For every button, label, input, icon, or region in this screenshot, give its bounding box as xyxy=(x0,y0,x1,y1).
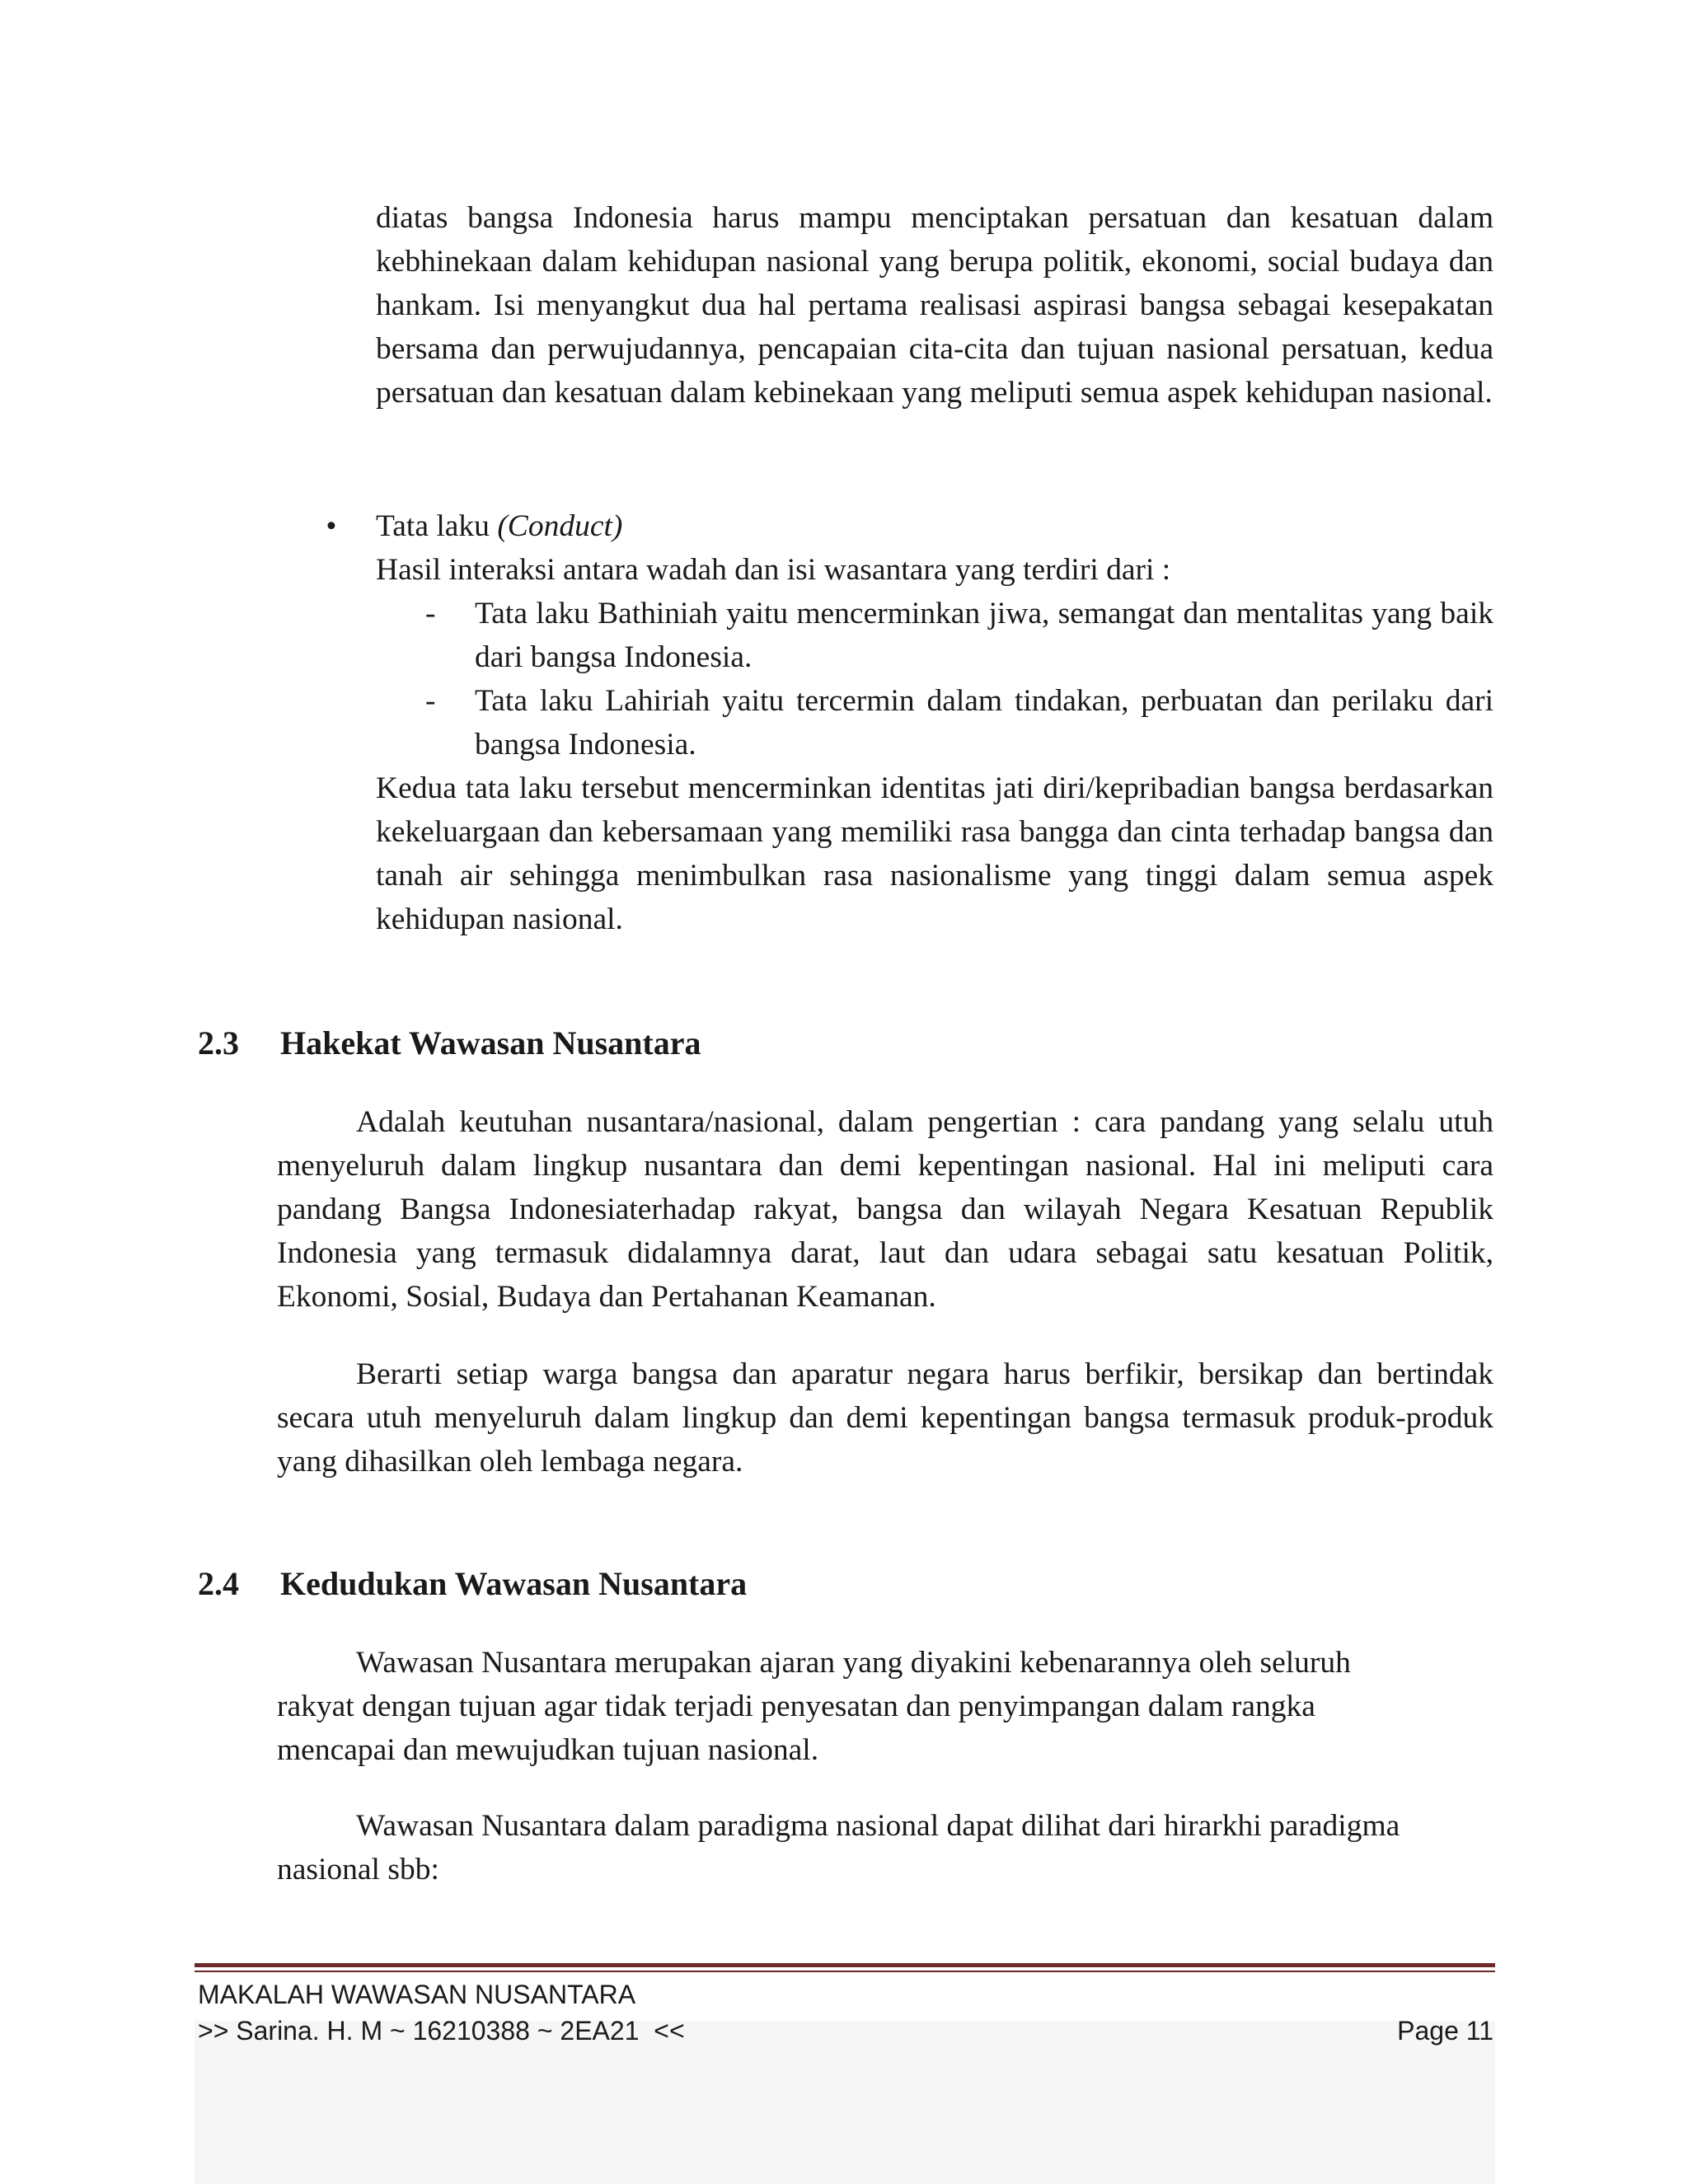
section-heading-2-4: 2.4 Kedudukan Wawasan Nusantara xyxy=(198,1565,748,1602)
page-number: Page 11 xyxy=(1397,2016,1493,2046)
bullet-icon: • xyxy=(326,509,337,543)
list-item-lahiriah: Tata laku Lahiriah yaitu tercermin dalam tindakan, perbuatan dan perilaku dari bangsa Indonesia. xyxy=(475,684,1493,762)
section-2-3-paragraph-2: Berarti setiap warga bangsa dan aparatur negara harus berfikir, bersikap dan bertindak secara utuh menyeluruh dalam lingkup dan demi kepentingan bangsa termasuk produk-produk yang dihasilkan oleh lembaga negara. xyxy=(277,1357,1493,1479)
section-heading-2-3: 2.3 Hakekat Wawasan Nusantara xyxy=(198,1024,701,1062)
tata-laku-intro: Hasil interaksi antara wadah dan isi wasantara yang terdiri dari : xyxy=(376,553,1171,587)
tata-laku-title: Tata laku xyxy=(376,509,490,543)
footer-rule-thin xyxy=(195,1971,1495,1972)
dash-marker-2: - xyxy=(425,684,436,718)
section-2-3-paragraph-1: Adalah keutuhan nusantara/nasional, dalam pengertian : cara pandang yang selalu utuh menyeluruh dalam lingkup nusantara dan demi kepentingan nasional. Hal ini meliputi cara pandang Bangsa Indonesiaterhadap rakyat, bangsa dan wilayah Negara Kesatuan Republik Indonesia yang termasuk didalamnya darat, laut dan udara sebagai satu kesatuan Politik, Ekonomi, Sosial, Budaya dan Pertahanan Keamanan. xyxy=(277,1105,1493,1314)
footer-title: MAKALAH WAWASAN NUSANTARA xyxy=(198,1980,636,2009)
intro-paragraph: diatas bangsa Indonesia harus mampu menciptakan persatuan dan kesatuan dalam kebhinekaan dalam kehidupan nasional yang berupa politik, ekonomi, social budaya dan hankam. Isi menyangkut dua hal pertama realisasi aspirasi bangsa sebagai kesepakatan bersama dan perwujudannya, pencapaian cita-cita dan tujuan nasional persatuan, kedua persatuan dan kesatuan dalam kebinekaan yang meliputi semua aspek kehidupan nasional. xyxy=(376,201,1493,410)
section-2-4-paragraph-1: Wawasan Nusantara merupakan ajaran yang diyakini kebenarannya oleh seluruh rakyat dengan tujuan agar tidak terjadi penyesatan dan penyimpangan dalam rangka mencapai dan mewujudkan tujuan nasional. xyxy=(277,1646,1351,1767)
tata-laku-closing: Kedua tata laku tersebut mencerminkan identitas jati diri/kepribadian bangsa berdasarkan kekeluargaan dan kebersamaan yang memiliki rasa bangga dan cinta terhadap bangsa dan tanah air sehingga menimbulkan rasa nasionalisme yang tinggi dalam semua aspek kehidupan nasional. xyxy=(376,771,1493,936)
dash-marker-1: - xyxy=(425,597,436,630)
section-2-4-paragraph-2: Wawasan Nusantara dalam paradigma nasional dapat dilihat dari hirarkhi paradigma nasional sbb: xyxy=(277,1809,1400,1886)
footer-rule-thick xyxy=(195,1963,1495,1967)
footer-author-line: >> Sarina. H. M ~ 16210388 ~ 2EA21 << xyxy=(198,2016,685,2046)
list-item-bathiniah: Tata laku Bathiniah yaitu mencerminkan jiwa, semangat dan mentalitas yang baik dari bangsa Indonesia. xyxy=(475,597,1493,674)
tata-laku-title-italic: (Conduct) xyxy=(497,509,623,543)
